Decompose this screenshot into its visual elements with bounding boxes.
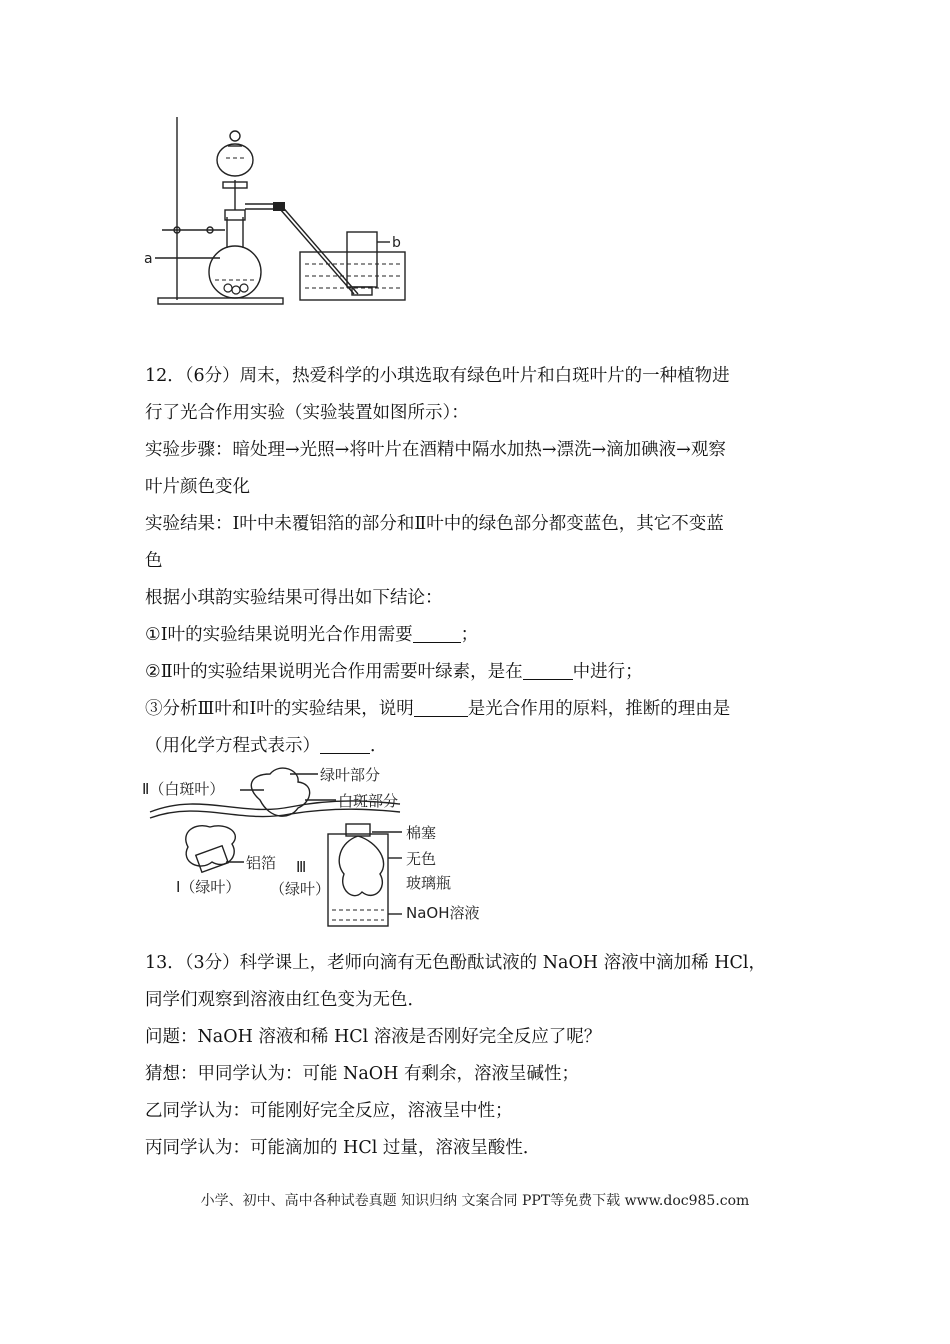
label-leaf-i: Ⅰ（绿叶） — [176, 878, 241, 896]
q13-line: 猜想：甲同学认为：可能 NaOH 有剩余，溶液呈碱性； — [145, 1064, 579, 1084]
label-green-part: 绿叶部分 — [320, 766, 381, 784]
label-white-part: 白斑部分 — [338, 792, 399, 810]
q12-line: ①Ⅰ叶的实验结果说明光合作用需要 ； — [145, 625, 479, 645]
label-leaf-iii-sub: （绿叶） — [270, 880, 331, 898]
q13-line: 乙同学认为：可能刚好完全反应，溶液呈中性； — [145, 1101, 513, 1121]
question-12 — [145, 358, 815, 765]
q12-line: 12．（6分）周末，热爱科学的小琪选取有绿色叶片和白斑叶片的一种植物进 — [145, 366, 730, 386]
q12-line: 实验步骤：暗处理→光照→将叶片在酒精中隔水加热→漂洗→滴加碘液→观察 — [145, 440, 726, 460]
q12-line: 色 — [145, 551, 163, 571]
q13-line: 问题：NaOH 溶液和稀 HCl 溶液是否刚好完全反应了呢？ — [145, 1027, 602, 1047]
answer-blank[interactable] — [414, 699, 468, 718]
label-a: a — [144, 251, 153, 267]
page-footer: 小学、初中、高中各种试卷真题 知识归纳 文案合同 PPT等免费下载 www.doc985.com — [200, 1193, 750, 1209]
q12-line: ③分析Ⅲ叶和Ⅰ叶的实验结果，说明 是光合作用的原料，推断的理由是 — [145, 699, 731, 719]
answer-blank[interactable] — [320, 736, 370, 755]
label-glass: 玻璃瓶 — [406, 874, 452, 892]
photosynthesis-figure — [140, 762, 500, 932]
apparatus-figure — [140, 112, 420, 312]
answer-blank[interactable] — [413, 625, 461, 644]
q12-line: （用化学方程式表示） ． — [145, 736, 388, 756]
q13-line: 丙同学认为：可能滴加的 HCl 过量，溶液呈酸性． — [145, 1138, 541, 1158]
q12-line: 根据小琪韵实验结果可得出如下结论： — [145, 588, 443, 608]
label-b: b — [392, 235, 401, 251]
label-leaf-ii: Ⅱ（白斑叶） — [142, 780, 225, 798]
label-naoh: NaOH溶液 — [406, 904, 480, 922]
label-cotton: 棉塞 — [406, 824, 437, 842]
label-foil: 铝箔 — [246, 854, 277, 872]
label-leaf-iii: Ⅲ — [296, 858, 307, 876]
question-13 — [145, 945, 815, 1167]
q12-line: ②Ⅱ叶的实验结果说明光合作用需要叶绿素，是在 中进行； — [145, 662, 643, 682]
q12-line: 行了光合作用实验（实验装置如图所示）： — [145, 403, 469, 423]
q12-line: 实验结果：Ⅰ叶中未覆铝箔的部分和Ⅱ叶中的绿色部分都变蓝色，其它不变蓝 — [145, 514, 724, 534]
label-colorless: 无色 — [406, 850, 437, 868]
q13-line: 同学们观察到溶液由红色变为无色． — [145, 990, 425, 1010]
answer-blank[interactable] — [523, 662, 573, 681]
q13-line: 13．（3分）科学课上，老师向滴有无色酚酞试液的 NaOH 溶液中滴加稀 HCl， — [145, 953, 766, 973]
q12-line: 叶片颜色变化 — [145, 477, 250, 497]
